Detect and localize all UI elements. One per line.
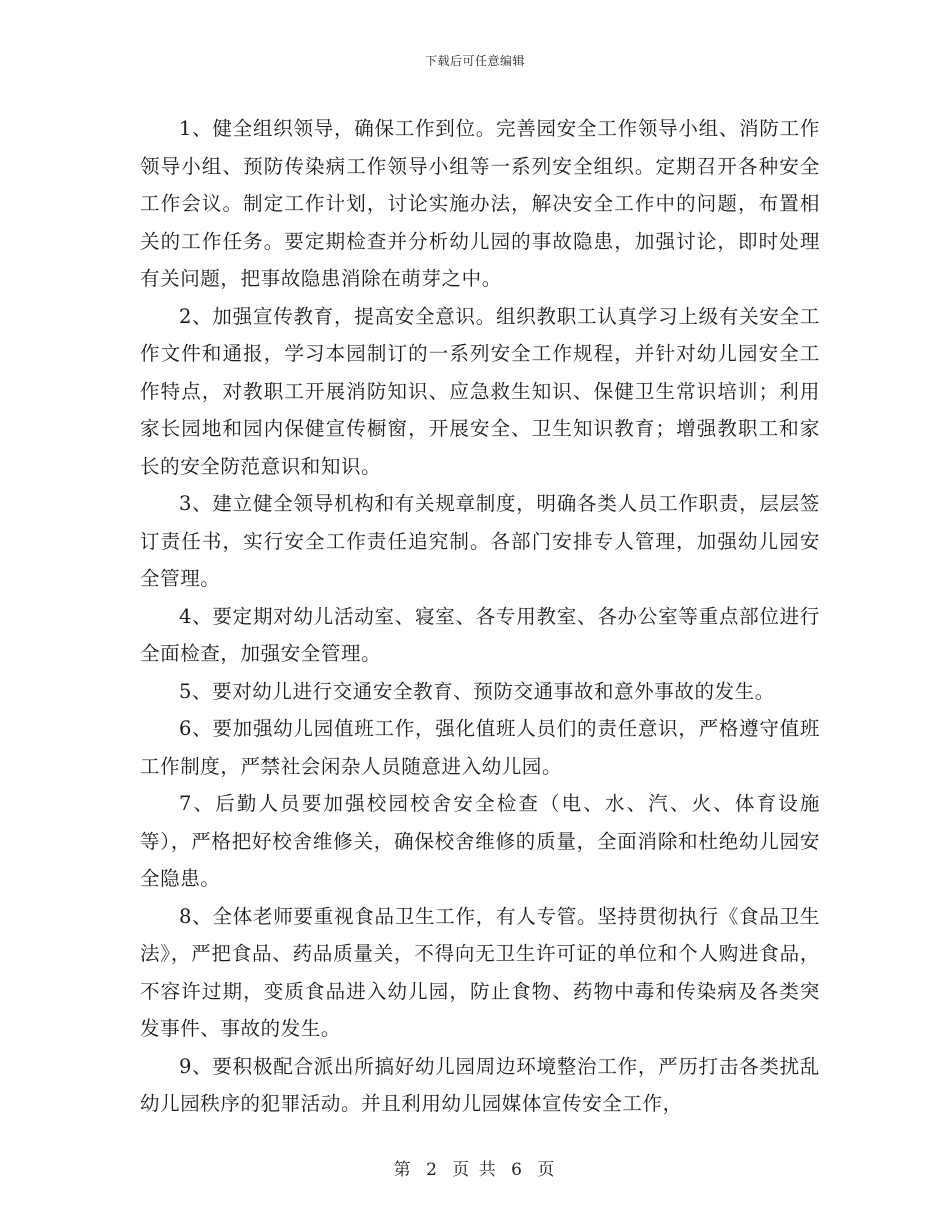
paragraph-3: 3、建立健全领导机构和有关规章制度，明确各类人员工作职责，层层签订责任书，实行安全工作责任追究制。各部门安排专人管理，加强幼儿园安全管理。 [140,492,820,590]
paragraph-2: 2、加强宣传教育，提高安全意识。组织教职工认真学习上级有关安全工作文件和通报，学习本园制订的一系列安全工作规程，并针对幼儿园安全工作特点，对教职工开展消防知识、应急救生知识、保健卫生常识培训；利用家长园地和园内保健宣传橱窗，开展安全、卫生知识教育；增强教职工和家长的安全防范意识和知识。 [140,304,820,478]
total-pages-number: 6 [511,1160,524,1180]
paragraph-9: 9、要积极配合派出所搞好幼儿园周边环境整治工作，严历打击各类扰乱幼儿园秩序的犯罪活动。并且利用幼儿园媒体宣传安全工作， [140,1054,820,1115]
paragraph-5: 5、要对幼儿进行交通安全教育、预防交通事故和意外事故的发生。 [179,679,775,703]
paragraph-4: 4、要定期对幼儿活动室、寝室、各专用教室、各办公室等重点部位进行全面检查，加强安全管理。 [140,604,820,665]
paragraph-1: 1、健全组织领导，确保工作到位。完善园安全工作领导小组、消防工作领导小组、预防传染病工作领导小组等一系列安全组织。定期召开各种安全工作会议。制定工作计划，讨论实施办法，解决安全工作中的问题，布置相关的工作任务。要定期检查并分析幼儿园的事故隐患，加强讨论，即时处理有关问题，把事故隐患消除在萌芽之中。 [140,117,820,290]
paragraph-8: 8、全体老师要重视食品卫生工作，有人专管。坚持贯彻执行《食品卫生法》，严把食品、药品质量关，不得向无卫生许可证的单位和个人购进食品，不容许过期，变质食品进入幼儿园，防止食物、药物中毒和传染病及各类突发事件、事故的发生。 [140,904,820,1040]
footer-middle: 页 共 [452,1160,498,1180]
paragraph-7: 7、后勤人员要加强校园校舍安全检查（电、水、汽、火、体育设施等），严格把好校舍维修关，确保校舍维修的质量，全面消除和杜绝幼儿园安全隐患。 [140,792,820,890]
page-footer [0,1155,950,1180]
document-body [140,110,820,1123]
footer-suffix: 页 [537,1160,557,1180]
page-header: 下载后可任意编辑 [424,54,525,68]
current-page-number: 2 [426,1160,439,1180]
paragraph-6: 6、要加强幼儿园值班工作，强化值班人员们的责任意识，严格遵守值班工作制度，严禁社会闲杂人员随意进入幼儿园。 [140,717,820,778]
footer-prefix: 第 [393,1160,413,1180]
